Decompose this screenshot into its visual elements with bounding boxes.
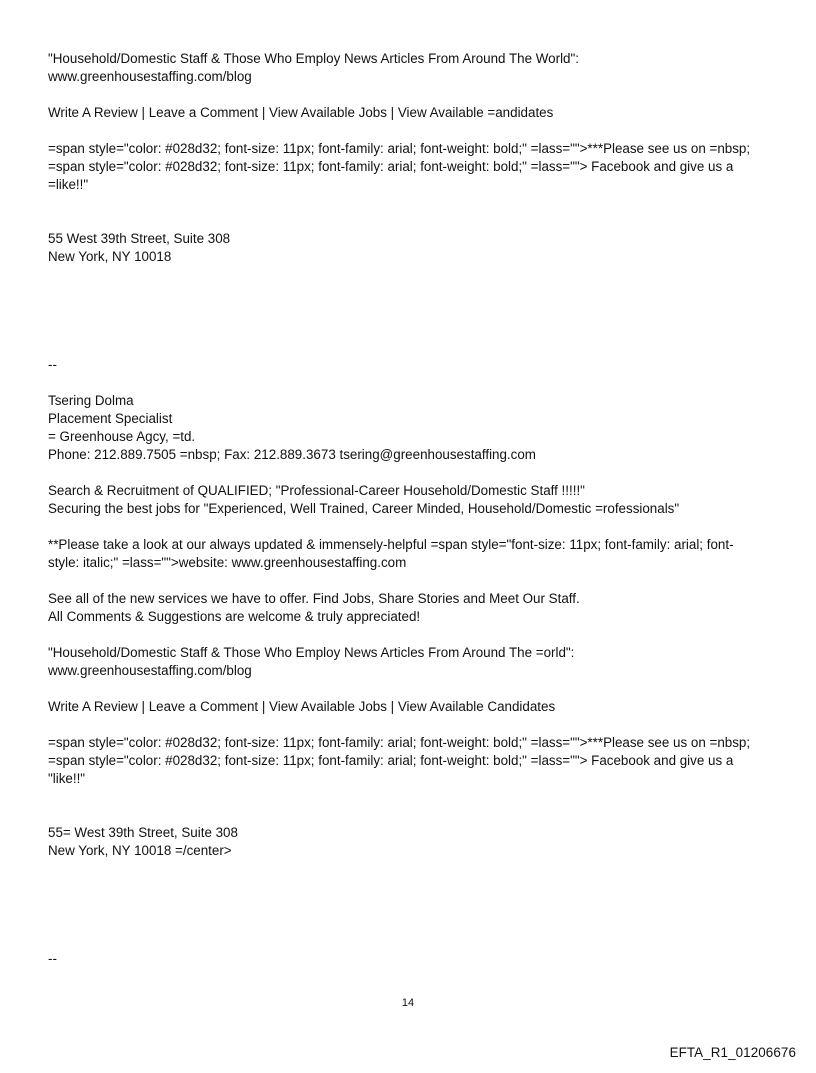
span-line: =span style="color: #028d32; font-size: 11px; font-family: arial; font-weight: bold;" =lass=""> Facebook and give us a <box>48 753 734 768</box>
separator: -- <box>48 357 57 372</box>
contact-name: Tsering Dolma <box>48 393 134 408</box>
links-line: Write A Review | Leave a Comment | View Available Jobs | View Available Candidates <box>48 699 556 714</box>
search-block <box>48 482 778 518</box>
links-line: Write A Review | Leave a Comment | View Available Jobs | View Available =andidates <box>48 105 554 120</box>
news-articles-block <box>48 50 778 86</box>
search-line: Search & Recruitment of QUALIFIED; "Professional-Career Household/Domestic Staff !!!!!" <box>48 483 585 498</box>
services-block <box>48 590 778 626</box>
span-line: =span style="color: #028d32; font-size: 11px; font-family: arial; font-weight: bold;" =lass="">***Please see us on =nbsp; <box>48 141 751 156</box>
blog-url: www.greenhousestaffing.com/blog <box>48 69 252 84</box>
website-block <box>48 536 778 572</box>
news-articles-text: "Household/Domestic Staff & Those Who Employ News Articles From Around The =orld": <box>48 645 575 660</box>
website-line: style: italic;" =lass="">website: www.greenhousestaffing.com <box>48 555 407 570</box>
facebook-span-block <box>48 140 778 194</box>
address-line: 55= West 39th Street, Suite 308 <box>48 825 238 840</box>
document-page <box>48 50 778 968</box>
website-line: **Please take a look at our always updated & immensely-helpful =span style="font-size: 11px; font-family: arial; font- <box>48 537 734 552</box>
search-line: Securing the best jobs for "Experienced, Well Trained, Career Minded, Household/Domestic =rofessionals" <box>48 501 680 516</box>
address-line: New York, NY 10018 <box>48 249 172 264</box>
facebook-span-block <box>48 734 778 788</box>
contact-title: Placement Specialist <box>48 411 173 426</box>
page-number: 14 <box>401 997 415 1009</box>
address-block <box>48 230 778 266</box>
span-line: "like!!" <box>48 771 86 786</box>
blog-url: www.greenhousestaffing.com/blog <box>48 663 252 678</box>
news-articles-block <box>48 644 778 680</box>
address-line: 55 West 39th Street, Suite 308 <box>48 231 231 246</box>
address-block <box>48 824 778 860</box>
address-line: New York, NY 10018 =/center> <box>48 843 232 858</box>
span-line: =span style="color: #028d32; font-size: 11px; font-family: arial; font-weight: bold;" =lass="">***Please see us on =nbsp; <box>48 735 751 750</box>
signature-block <box>48 392 778 464</box>
span-line: =like!!" <box>48 177 89 192</box>
services-line: See all of the new services we have to offer. Find Jobs, Share Stories and Meet Our Staff. <box>48 591 580 606</box>
services-line: All Comments & Suggestions are welcome & truly appreciated! <box>48 609 421 624</box>
document-id: EFTA_R1_01206676 <box>669 1045 796 1060</box>
span-line: =span style="color: #028d32; font-size: 11px; font-family: arial; font-weight: bold;" =lass=""> Facebook and give us a <box>48 159 734 174</box>
news-articles-text: "Household/Domestic Staff & Those Who Employ News Articles From Around The World": <box>48 51 579 66</box>
phone-line: Phone: 212.889.7505 =nbsp; Fax: 212.889.3673 tsering@greenhousestaffing.com <box>48 447 536 462</box>
separator: -- <box>48 951 57 966</box>
company-name: = Greenhouse Agcy, =td. <box>48 429 196 444</box>
